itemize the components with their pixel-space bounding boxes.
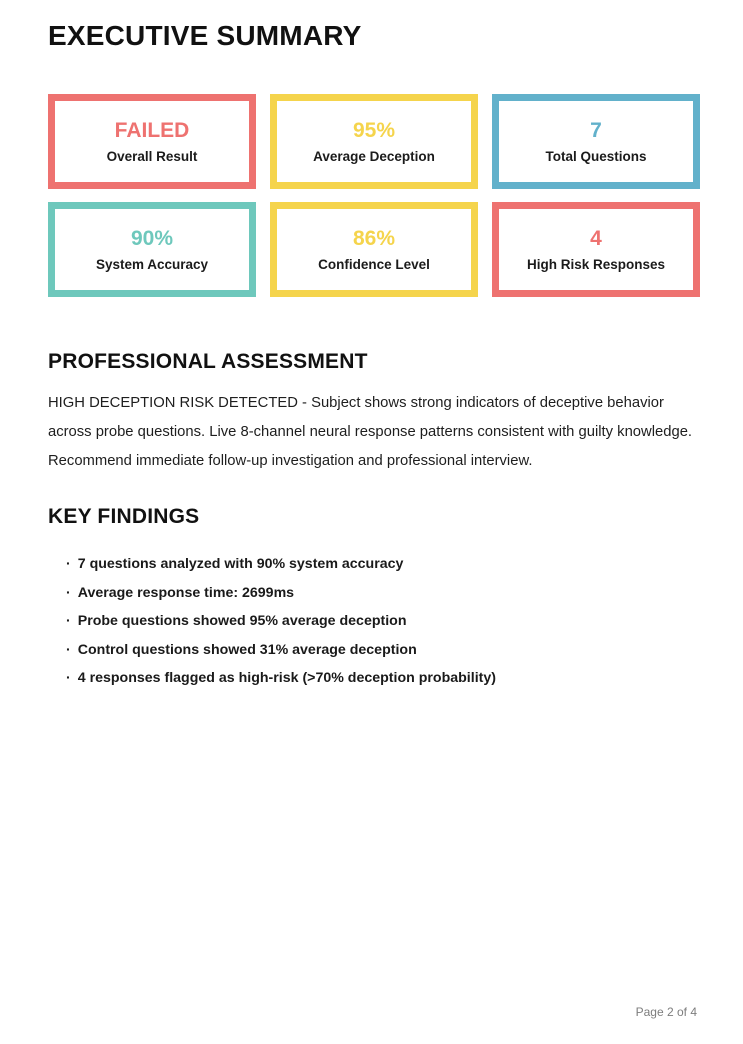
metric-value: 86% bbox=[352, 226, 396, 250]
metric-label: High Risk Responses bbox=[526, 256, 666, 272]
metric-label: Overall Result bbox=[106, 148, 198, 164]
metric-label: Average Deception bbox=[313, 148, 435, 164]
metric-value: 4 bbox=[590, 226, 602, 250]
key-finding-item: · Average response time: 2699ms bbox=[66, 579, 697, 608]
metric-card-confidence-level bbox=[270, 202, 478, 297]
page-number: Page 2 of 4 bbox=[635, 1005, 697, 1019]
section-heading-key-findings: KEY FINDINGS bbox=[48, 505, 200, 528]
key-findings-list bbox=[48, 550, 697, 693]
section-heading-professional-assessment: PROFESSIONAL ASSESSMENT bbox=[48, 350, 368, 373]
metric-card-total-questions bbox=[492, 94, 700, 189]
metric-card-average-deception bbox=[270, 94, 478, 189]
metric-card-high-risk-responses bbox=[492, 202, 700, 297]
metric-value: FAILED bbox=[114, 118, 190, 142]
metric-card-system-accuracy bbox=[48, 202, 256, 297]
metric-value: 7 bbox=[590, 118, 602, 142]
key-finding-item: · Control questions showed 31% average deception bbox=[66, 636, 697, 665]
metrics-grid bbox=[48, 94, 700, 297]
page-title: EXECUTIVE SUMMARY bbox=[48, 20, 362, 51]
metric-label: System Accuracy bbox=[95, 256, 209, 272]
key-finding-item: · 4 responses flagged as high-risk (>70% deception probability) bbox=[66, 664, 697, 693]
metric-label: Confidence Level bbox=[318, 256, 430, 272]
metric-card-overall-result bbox=[48, 94, 256, 189]
metric-value: 95% bbox=[352, 118, 396, 142]
assessment-body-text: HIGH DECEPTION RISK DETECTED - Subject shows strong indicators of deceptive behavior across probe questions. Live 8-channel neural response patterns consistent with guilty knowledge. Recommend immediate follow-up investigation and professional interview. bbox=[48, 395, 693, 469]
key-finding-item: · Probe questions showed 95% average deception bbox=[66, 607, 697, 636]
metric-value: 90% bbox=[130, 226, 174, 250]
key-finding-item: · 7 questions analyzed with 90% system accuracy bbox=[66, 550, 697, 579]
metric-label: Total Questions bbox=[545, 148, 647, 164]
